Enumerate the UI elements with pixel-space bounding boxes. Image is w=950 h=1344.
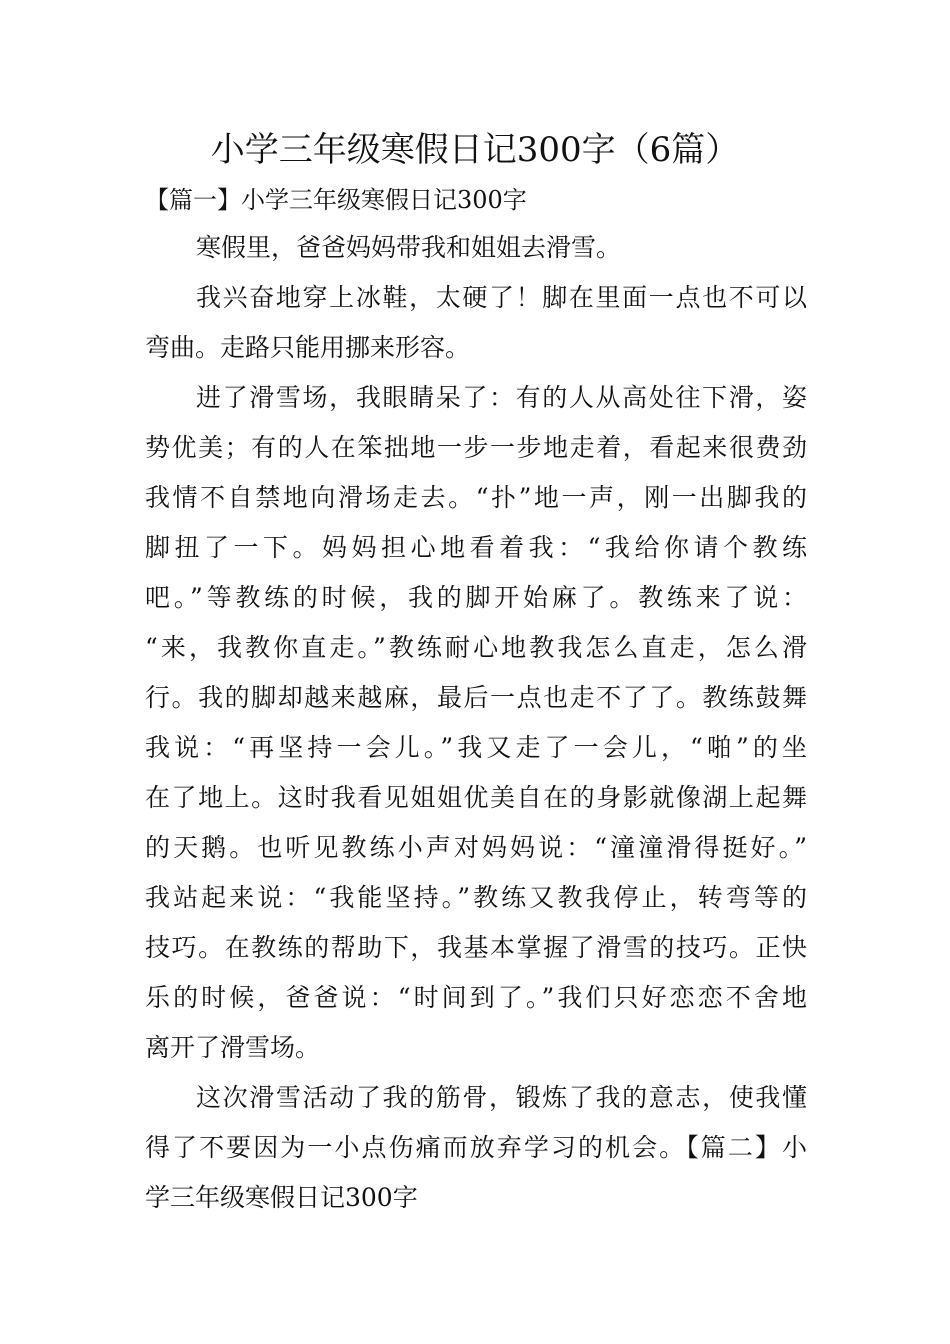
paragraph-line: 技巧。在教练的帮助下，我基本掌握了滑雪的技巧。正快 — [145, 933, 807, 962]
paragraph-line: 学三年级寒假日记300字 — [145, 1183, 418, 1212]
paragraph-line: 这次滑雪活动了我的筋骨，锻炼了我的意志，使我懂 — [196, 1083, 807, 1112]
paragraph-line: “来，我教你直走。”教练耐心地教我怎么直走，怎么滑 — [145, 633, 807, 662]
paragraph-line: 寒假里，爸爸妈妈带我和姐姐去滑雪。 — [196, 233, 622, 262]
paragraph-line: 我站起来说：“我能坚持。”教练又教我停止，转弯等的 — [145, 883, 807, 912]
paragraph-line: 乐的时候，爸爸说：“时间到了。”我们只好恋恋不舍地 — [145, 983, 807, 1012]
paragraph-line: 进了滑雪场，我眼睛呆了：有的人从高处往下滑，姿 — [196, 383, 807, 412]
paragraph-line: 行。我的脚却越来越麻，最后一点也走不了了。教练鼓舞 — [145, 683, 807, 712]
paragraph-line: 我兴奋地穿上冰鞋，太硬了！脚在里面一点也不可以 — [196, 283, 807, 312]
paragraph-line: 吧。”等教练的时候，我的脚开始麻了。教练来了说： — [145, 583, 807, 612]
document-title: 小学三年级寒假日记300字（6篇） — [210, 130, 740, 170]
paragraph-line: 弯曲。走路只能用挪来形容。 — [145, 333, 471, 362]
paragraph-line: 我说：“再坚持一会儿。”我又走了一会儿，“啪”的坐 — [145, 733, 807, 762]
paragraph-line: 势优美；有的人在笨拙地一步一步地走着，看起来很费劲 — [145, 433, 807, 462]
paragraph-line: 的天鹅。也听见教练小声对妈妈说：“潼潼滑得挺好。” — [145, 833, 807, 862]
paragraph-line: 离开了滑雪场。 — [145, 1033, 321, 1062]
paragraph-line: 在了地上。这时我看见姐姐优美自在的身影就像湖上起舞 — [145, 783, 807, 812]
paragraph-line: 我情不自禁地向滑场走去。“扑”地一声，刚一出脚我的 — [145, 483, 807, 512]
section-heading: 【篇一】小学三年级寒假日记300字 — [145, 186, 527, 214]
paragraph-line: 得了不要因为一小点伤痛而放弃学习的机会。【篇二】小 — [145, 1133, 807, 1162]
paragraph-line: 脚扭了一下。妈妈担心地看着我：“我给你请个教练 — [145, 533, 807, 562]
